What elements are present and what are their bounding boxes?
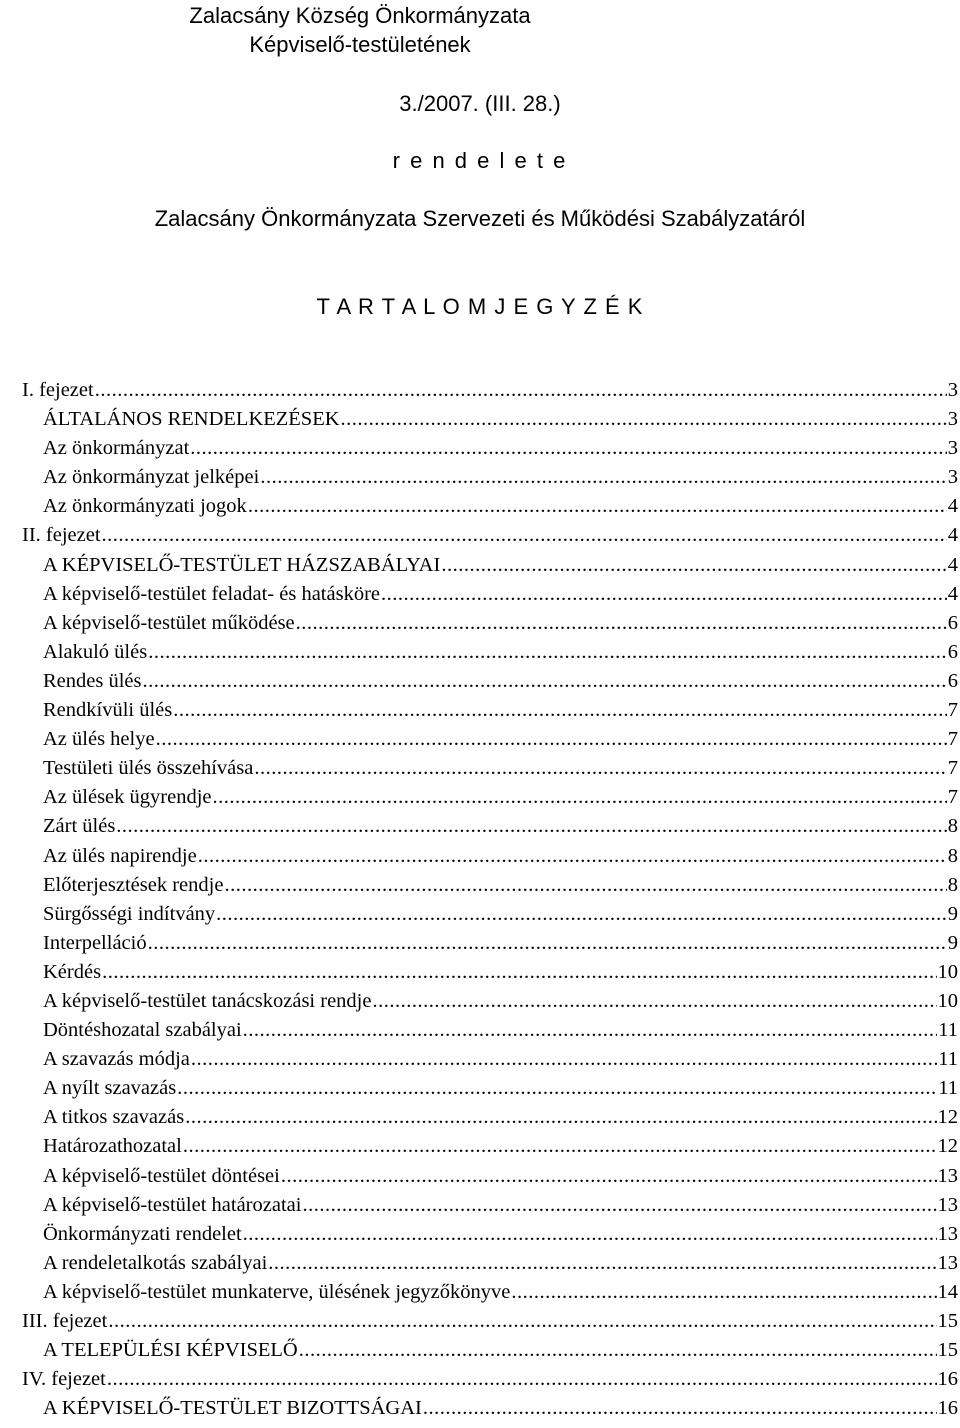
toc-entry[interactable] [22,1074,958,1103]
toc-entry-label: Sürgősségi indítvány [43,902,216,925]
toc-dot-leader [372,987,936,1016]
toc-entry-page: 9 [947,902,958,925]
toc-dot-leader [254,754,946,783]
toc-dot-leader [260,463,946,492]
toc-entry-label: A képviselő-testület határozatai [43,1193,302,1216]
toc-entry[interactable] [22,551,958,580]
toc-heading: T A R T A L O M J E G Y Z É K [316,294,644,319]
toc-entry-page: 4 [947,495,958,518]
toc-entry[interactable] [22,725,958,754]
toc-entry-page: 12 [937,1135,958,1158]
toc-entry-page: 11 [938,1019,958,1042]
toc-entry[interactable] [22,958,958,987]
document-title-line1: Zalacsány Község Önkormányzata [189,3,531,28]
toc-entry[interactable] [22,987,958,1016]
toc-entry[interactable] [22,638,958,667]
toc-entry[interactable] [22,1249,958,1278]
toc-entry-page: 3 [947,379,958,401]
toc-entry[interactable] [22,1191,958,1220]
toc-dot-leader [281,1162,937,1191]
toc-entry-label: Rendkívüli ülés [43,699,173,722]
toc-dot-leader [213,783,947,812]
toc-dot-leader [156,725,947,754]
toc-entry-label: Interpelláció [43,931,147,954]
toc-dot-leader [102,958,936,987]
regulation-number: 3./2007. (III. 28.) [399,91,561,116]
toc-entry-label: Döntéshozatal szabályai [43,1019,242,1042]
toc-dot-leader [102,521,947,550]
toc-entry-page: 15 [937,1339,958,1362]
toc-entry[interactable] [22,1132,958,1161]
toc-entry-page: 12 [937,1106,958,1129]
toc-dot-leader [268,1249,936,1278]
toc-entry[interactable] [22,492,958,521]
toc-dot-leader [511,1278,936,1307]
toc-entry-label: ÁLTALÁNOS RENDELKEZÉSEK [43,408,340,431]
toc-dot-leader [302,1191,936,1220]
toc-entry[interactable] [22,580,958,609]
toc-entry-label: Rendes ülés [43,669,142,692]
toc-entry-page: 4 [947,524,958,547]
toc-entry-label: Az ülés helye [43,728,155,751]
document-title-line2: Képviselő-testületének [249,32,471,57]
regulation-word: r e n d e l e t e [392,148,568,173]
toc-entry-label: A képviselő-testület tanácskozási rendje [43,989,372,1012]
toc-entry[interactable] [22,405,958,434]
toc-entry-label: II. fejezet [22,524,101,547]
toc-entry-page: 13 [937,1251,958,1274]
toc-entry-label: A rendeletalkotás szabályai [43,1251,268,1274]
toc-entry[interactable] [22,900,958,929]
toc-entry-label: Határozathozatal [43,1135,182,1158]
toc-entry-page: 16 [937,1397,958,1420]
toc-entry-page: 6 [947,611,958,634]
document-subtitle: Zalacsány Önkormányzata Szervezeti és Működési Szabályzatáról [154,206,806,231]
toc-entry[interactable] [22,842,958,871]
toc-entry-page: 10 [937,989,958,1012]
toc-entry-label: Alakuló ülés [43,640,148,663]
toc-entry-label: Az önkormányzati jogok [43,495,247,518]
toc-dot-leader [341,405,947,434]
toc-entry-label: A KÉPVISELŐ-TESTÜLET HÁZSZABÁLYAI [43,553,441,576]
toc-entry-page: 6 [947,640,958,663]
toc-dot-leader [108,1307,936,1336]
toc-entry-page: 7 [947,757,958,780]
toc-entry[interactable] [22,609,958,638]
toc-entry-page: 4 [947,553,958,576]
toc-dot-leader [441,551,946,580]
toc-entry[interactable] [22,783,958,812]
toc-entry-page: 15 [937,1310,958,1332]
toc-entry-page: 8 [947,844,958,867]
toc-entry-label: A TELEPÜLÉSI KÉPVISELŐ [43,1339,298,1362]
toc-entry-page: 11 [938,1077,958,1100]
toc-entry-page: 7 [947,699,958,722]
toc-entry-page: 16 [937,1368,958,1391]
toc-entry-label: Az ülések ügyrendje [43,786,212,809]
toc-dot-leader [183,1132,937,1161]
toc-entry[interactable] [22,463,958,492]
toc-entry-label: III. fejezet [22,1310,108,1332]
toc-entry[interactable] [22,1365,958,1394]
toc-entry[interactable] [22,1103,958,1132]
toc-entry-label: IV. fejezet [22,1368,106,1391]
toc-entry[interactable] [22,1162,958,1191]
toc-dot-leader [243,1220,937,1249]
toc-entry-page: 6 [947,669,958,692]
toc-dot-leader [296,609,947,638]
toc-dot-leader [95,376,947,405]
toc-entry[interactable] [22,434,958,463]
toc-entry[interactable] [22,1307,958,1336]
toc-entry[interactable] [22,754,958,783]
toc-entry[interactable] [22,1220,958,1249]
toc-entry-label: A titkos szavazás [43,1106,185,1129]
toc-entry[interactable] [22,1394,958,1423]
toc-entry-label: Kérdés [43,960,102,983]
toc-dot-leader [243,1016,938,1045]
toc-dot-leader [190,434,946,463]
toc-entry-page: 8 [947,873,958,896]
toc-entry-page: 10 [937,960,958,983]
toc-entry-label: A KÉPVISELŐ-TESTÜLET BIZOTTSÁGAI [43,1397,422,1420]
toc-dot-leader [143,667,947,696]
toc-dot-leader [224,871,946,900]
toc-entry-page: 13 [937,1222,958,1245]
toc-dot-leader [191,1045,937,1074]
toc-dot-leader [148,929,947,958]
toc-dot-leader [299,1336,937,1365]
toc-entry-page: 3 [947,437,958,460]
toc-entry[interactable] [22,667,958,696]
toc-entry[interactable] [22,1278,958,1307]
toc-entry[interactable] [22,696,958,725]
toc-entry-page: 3 [947,408,958,431]
toc-entry-page: 9 [947,931,958,954]
toc-entry-label: A képviselő-testület működése [43,611,295,634]
toc-entry[interactable] [22,1016,958,1045]
toc-dot-leader [248,492,947,521]
toc-entry-label: Az önkormányzat [43,437,190,460]
toc-entry-page: 8 [947,815,958,838]
toc-entry-label: A képviselő-testület döntései [43,1164,280,1187]
toc-entry-label: I. fejezet [22,379,94,401]
toc-dot-leader [216,900,947,929]
table-of-contents [22,376,958,1423]
toc-entry-label: A képviselő-testület feladat- és hatásköre [43,582,380,605]
toc-entry-label: Önkormányzati rendelet [43,1222,242,1245]
toc-dot-leader [107,1365,937,1394]
toc-entry-label: Az önkormányzat jelképei [43,466,260,489]
toc-entry[interactable] [22,1045,958,1074]
toc-entry-page: 4 [947,582,958,605]
toc-entry-page: 7 [947,786,958,809]
toc-entry-page: 3 [947,466,958,489]
toc-dot-leader [148,638,947,667]
toc-entry-page: 7 [947,728,958,751]
toc-dot-leader [381,580,947,609]
toc-dot-leader [173,696,946,725]
toc-entry-label: Előterjesztések rendje [43,873,224,896]
toc-entry-label: A szavazás módja [43,1048,190,1071]
toc-entry-page: 13 [937,1164,958,1187]
toc-entry-label: Zárt ülés [43,815,116,838]
toc-dot-leader [198,842,947,871]
toc-entry-label: A nyílt szavazás [43,1077,177,1100]
toc-entry[interactable] [22,376,958,405]
toc-entry[interactable] [22,871,958,900]
toc-entry-label: Az ülés napirendje [43,844,197,867]
toc-entry-page: 11 [938,1048,958,1071]
toc-entry[interactable] [22,929,958,958]
toc-entry[interactable] [22,1336,958,1365]
toc-entry[interactable] [22,521,958,550]
toc-entry[interactable] [22,812,958,841]
toc-entry-page: 13 [937,1193,958,1216]
toc-dot-leader [423,1394,937,1423]
toc-dot-leader [177,1074,937,1103]
toc-entry-label: A képviselő-testület munkaterve, ülésének jegyzőkönyve [43,1280,511,1303]
toc-entry-label: Testületi ülés összehívása [43,757,254,780]
toc-dot-leader [116,812,946,841]
toc-entry-page: 14 [937,1280,958,1303]
toc-dot-leader [185,1103,936,1132]
